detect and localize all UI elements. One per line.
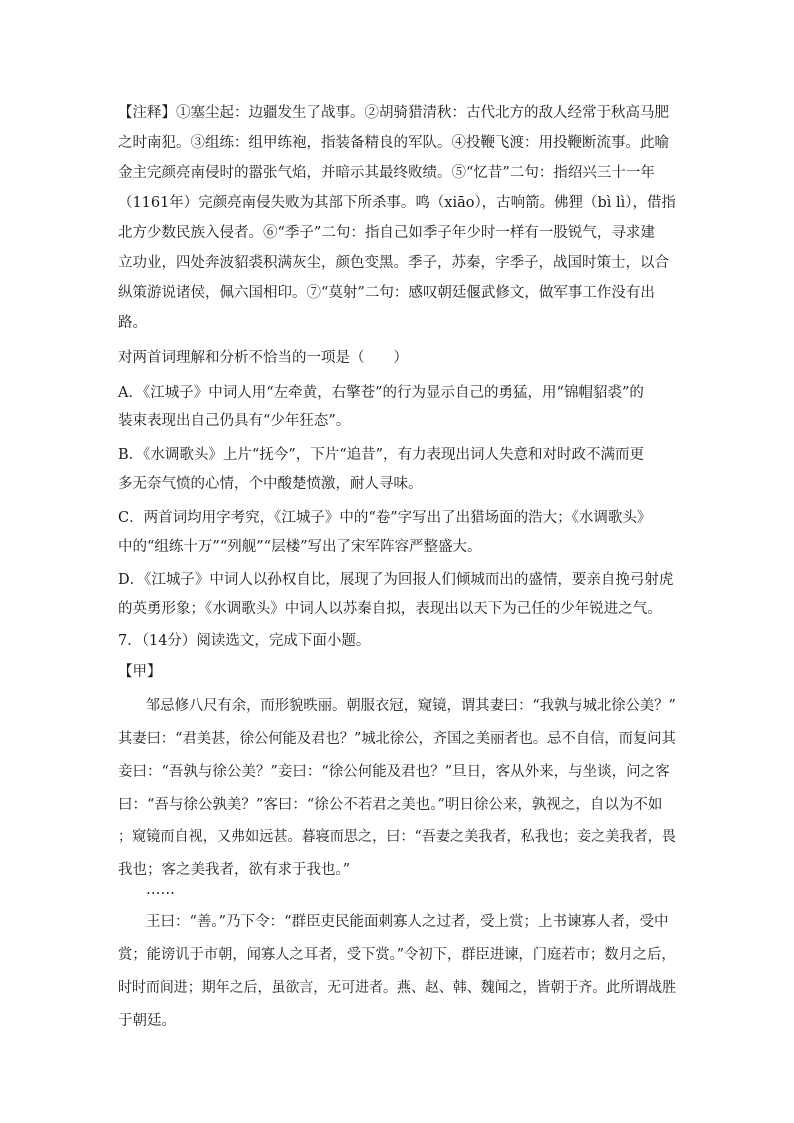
passage-line: 邹忌修八尺有余，而形貌昳丽。朝服衣冠，窥镜，谓其妻曰：“我孰与城北徐公美？” [146,698,676,714]
ellipsis: …… [146,882,175,898]
note-line: 之时南犯。③组练：组甲练袍，指装备精良的军队。④投鞭飞渡：用投鞭断流事。此喻 [118,135,669,151]
option-line: 中的“组练十万”“列舰”“层楼”写出了宋军阵容严整盛大。 [118,539,482,555]
option-line: A．《江城子》中词人用“左牵黄，右擎苍”的行为显示自己的勇猛，用“锦帽貂裘”的 [118,385,644,401]
passage-line: 赏；能谤讥于市朝，闻寡人之耳者，受下赏。”令初下，群臣进谏，门庭若市；数月之后， [118,947,676,963]
passage-line: 我也；客之美我者，欲有求于我也。” [118,862,351,878]
section-label: 【甲】 [118,664,162,680]
option-line: B．《水调歌头》上片“抚今”，下片“追昔”，有力表现出词人失意和对时政不满而更 [118,447,645,463]
passage-line: 时时而间进；期年之后，虽欲言，无可进者。燕、赵、韩、魏闻之，皆朝于齐。此所谓战胜 [118,980,677,996]
note-line: 纵策游说诸侯，佩六国相印。⑦“莫射”二句：感叹朝廷偃武修文，做军事工作没有出 [118,285,655,301]
passage-line: 于朝廷。 [118,1013,176,1029]
question-stem: 对两首词理解和分析不恰当的一项是（ ） [118,350,408,366]
question-stem: 7．（14分）阅读选文，完成下面小题。 [118,633,371,649]
option-line: C．两首词均用字考究，《江城子》中的“卷”字写出了出猎场面的浩大；《水调歌头》 [118,510,652,526]
note-line: 路。 [118,315,147,331]
passage-line: 王曰：“善。”乃下令：“群臣吏民能面刺寡人之过者，受上赏；上书谏寡人者，受中 [146,914,669,930]
note-line: 北方少数民族入侵者。⑥“季子”二句：指自己如季子年少时一样有一股锐气，寻求建 [118,225,655,241]
passage-line: ；窥镜而自视，又弗如远甚。暮寝而思之，曰：“吾妻之美我者，私我也；妾之美我者，畏 [118,829,676,845]
passage-line: 其妻曰：“君美甚，徐公何能及君也？”城北徐公，齐国之美丽者也。忌不自信，而复问其 [118,731,676,747]
note-line: 【注释】①塞尘起：边疆发生了战事。②胡骑猎清秋：古代北方的敌人经常于秋高马肥 [118,105,669,121]
option-line: 多无奈气愤的心情，个中酸楚愤激，耐人寻味。 [118,476,423,492]
option-line: 装束表现出自己仍具有“少年狂态”。 [118,413,351,429]
option-line: D．《江城子》中词人以孙权自比，展现了为回报人们倾城而出的盛情，要亲自挽弓射虎 [118,572,674,588]
note-line: 金主完颜亮南侵时的嚣张气焰，并暗示其最终败绩。⑤“忆昔”二句：指绍兴三十一年 [118,165,655,181]
passage-line: 妾曰：“吾孰与徐公美？”妾曰：“徐公何能及君也？”旦日，客从外来，与坐谈，问之客 [118,764,670,780]
passage-line: 曰：“吾与徐公孰美？”客曰：“徐公不若君之美也。”明日徐公来，孰视之，自以为不如 [118,797,663,813]
note-line: （1161年）完颜亮南侵失败为其部下所杀事。鸣（xiāo），古响箭。佛狸（bì lì），借指 [118,195,676,211]
note-line: 立功业，四处奔波貂裘积满灰尘，颜色变黑。季子，苏秦，字季子，战国时策士，以合 [118,255,669,271]
option-line: 的英勇形象；《水调歌头》中词人以苏秦自拟，表现出以天下为己任的少年锐进之气。 [118,601,662,617]
